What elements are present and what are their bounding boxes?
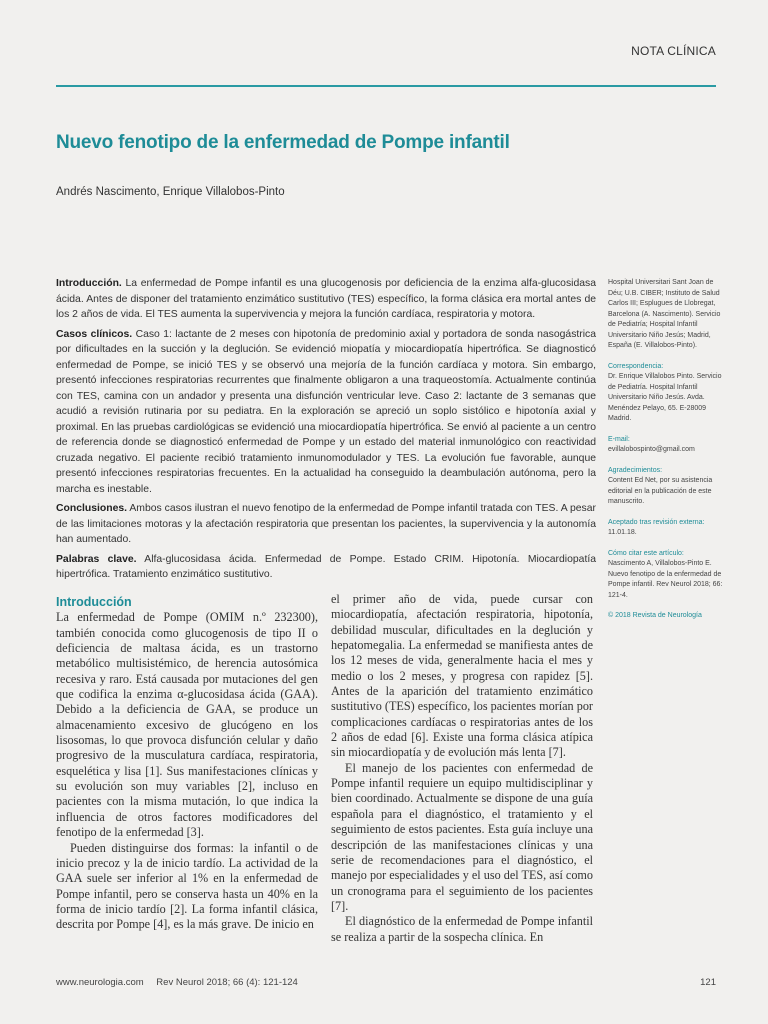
introduction-heading: Introducción xyxy=(56,595,132,609)
abstract-keywords-text: Alfa-glucosidasa ácida. Enfermedad de Pompe. Estado CRIM. Hipotonía. Miocardiopatía hipertrófica. Tratamiento enzimático sustitutivo. xyxy=(56,553,596,580)
email-link[interactable]: evillalobospinto@gmail.com xyxy=(608,446,695,453)
abstract-cases-text: Caso 1: lactante de 2 meses con hipotonía de predominio axial y portadora de sonda nasogástrica por dificultades en la succión y la deglución. Se evidenció miopatía y miocardiopatía hipertrófica. Se diagnosticó enfermedad de Pompe, se inició TES y se observó una mejoría de la función cardíaca y motora. Sin embargo, presentó infecciones respiratorias recurrentes que finalmente obligaron a una traqueostomía. Actualmente continúa con TES, camina con un andador y presenta una disfunción ventricular leve. Caso 2: lactante de 3 semanas que acudió a revisión rutinaria por su pediatra. En la exploración se apreció un soplo sistólico e hipotonía axial y proximal. En las pruebas cardiológicas se evidenció una miocardiopatía hipertrófica. Se envió al paciente a un centro de referencia donde se diagnosticó enfermedad de Pompe y un estado del material inmunológico con reactividad cruzada negativo. El paciente recibió tratamiento inmunomodulador y TES. La evolución fue favorable, aunque presentó infecciones respiratorias frecuentes. En la actualidad ha conseguido la deambulación autónoma, pero la marcha es inestable. xyxy=(56,328,597,495)
article-title: Nuevo fenotipo de la enfermedad de Pompe infantil xyxy=(56,132,510,153)
body-paragraph: Pueden distinguirse dos formas: la infantil o de inicio precoz y la de inicio tardío. La actividad de la GAA suele ser inferior al 1% en la enfermedad de Pompe infantil, pero se conserva hasta un 40% en la forma de inicio tardío [2]. La forma infantil clásica, descrita por Pompe [4], es la más grave. De inicio en xyxy=(56,840,318,932)
correspondence-text: Dr. Enrique Villalobos Pinto. Servicio de Pediatría. Hospital Infantil Universitario Niño Jesús. Avda. Menéndez Pelayo, 65. E-28009 Madrid. xyxy=(608,373,722,422)
body-paragraph: El diagnóstico de la enfermedad de Pompe infantil se realiza a partir de la sospecha clínica. En xyxy=(331,914,593,944)
abstract-cases xyxy=(56,327,596,498)
abstract-intro-text: La enfermedad de Pompe infantil es una glucogenosis por deficiencia de la enzima alfa-glucosidasa ácida. Antes de disponer del tratamiento enzimático sustitutivo (TES) específico, la forma clásica era mortal antes de los 2 años de vida. El TES aumenta la supervivencia y mejora la función cardíaca, respiratoria y motora. xyxy=(56,278,596,320)
body-column-2 xyxy=(331,592,593,945)
accepted xyxy=(608,518,724,539)
abstract-conclusions-label: Conclusiones. xyxy=(56,503,128,514)
page-footer xyxy=(56,977,298,988)
accepted-label: Aceptado tras revisión externa: xyxy=(608,518,705,526)
page-number: 121 xyxy=(700,977,716,988)
abstract-conclusions-text: Ambos casos ilustran el nuevo fenotipo de la enfermedad de Pompe infantil tratada con TES. A pesar de las limitaciones motoras y la afectación respiratoria que presentan los pacientes, la supervivencia y la autonomía han aumentado. xyxy=(56,503,596,545)
abstract-keywords-label: Palabras clave. xyxy=(56,553,137,565)
acknowledgements-label: Agradecimientos: xyxy=(608,466,663,474)
copyright-text: © 2018 Revista de Neurología xyxy=(608,612,702,619)
section-label: NOTA CLÍNICA xyxy=(631,44,716,58)
abstract-keywords xyxy=(56,552,596,583)
article-sidebar xyxy=(608,278,724,632)
body-paragraph: el primer año de vida, puede cursar con miocardiopatía, afectación respiratoria, hipotonía, debilidad muscular, dificultades en la deglución y hepatomegalia. La enfermedad se manifiesta antes de los 12 meses de vida, generalmente hacia el mes y medio o los 2 meses, y progresa con rapidez [5]. Antes de la aparición del tratamiento enzimático sustitutivo (TES) específico, los pacientes morían por complicaciones cardíacas o respiratorias antes de los 2 años de edad [6]. Existe una forma clásica atípica sin miocardiopatía y de evolución más lenta [7]. xyxy=(331,592,593,760)
body-paragraph: El manejo de los pacientes con enfermedad de Pompe infantil requiere un equipo multidisciplinar y bien coordinado. Actualmente se dispone de una guía española para el diagnóstico, el tratamiento y el seguimiento de estos pacientes. Esta guía incluye una descripción de las manifestaciones clínicas y una serie de recomendaciones para el diagnóstico, el manejo por especialidades y el uso del TES, así como un cronograma para el seguimiento de los pacientes [7]. xyxy=(331,760,593,913)
journal-citation: Rev Neurol 2018; 66 (4): 121-124 xyxy=(156,977,298,988)
body-paragraph: La enfermedad de Pompe (OMIM n.º 232300), también conocida como glucogenosis de tipo II o deficiencia de maltasa ácida, es un trastorno metabólico multisistémico, de herencia autosómica recesiva y raro. Está causada por mutaciones del gen que codifica la enzima α-glucosidasa ácida (GAA). Debido a la deficiencia de GAA, se produce un almacenamiento excesivo de glucógeno en los lisosomas, lo que provoca disfunción celular y daño progresivo de la musculatura cardíaca, respiratoria, esquelética y lisa [1]. Sus manifestaciones clínicas y su evolución son muy variables [2], incluso en pacientes con la misma mutación, lo que indica la influencia de otros factores modificadores del fenotipo de la enfermedad [3]. xyxy=(56,610,318,840)
journal-website-link[interactable]: www.neurologia.com xyxy=(56,977,144,988)
body-column-1 xyxy=(56,595,318,933)
how-to-cite-text: Nascimento A, Villalobos-Pinto E. Nuevo fenotipo de la enfermedad de Pompe infantil. Rev Neurol 2018; 66: 121-4. xyxy=(608,560,723,599)
abstract-intro-label: Introducción. xyxy=(56,278,122,289)
abstract-cases-label: Casos clínicos. xyxy=(56,328,133,340)
abstract xyxy=(56,276,596,587)
accepted-date: 11.01.18. xyxy=(608,529,637,536)
how-to-cite-label: Cómo citar este artículo: xyxy=(608,549,684,557)
abstract-introduction xyxy=(56,276,596,323)
email-label: E-mail: xyxy=(608,435,630,443)
abstract-conclusions xyxy=(56,501,596,548)
how-to-cite xyxy=(608,549,724,602)
header-rule xyxy=(56,85,716,87)
copyright xyxy=(608,611,724,622)
email-block xyxy=(608,435,724,456)
correspondence xyxy=(608,362,724,425)
correspondence-label: Correspondencia: xyxy=(608,362,664,370)
affiliation: Hospital Universitari Sant Joan de Déu; U.B. CIBER; Instituto de Salud Carlos III; Esplugues de Llobregat, Barcelona (A. Nascimento). Servicio de Pediatría; Hospital Infantil Universitario Niño Jesús; Madrid, España (E. Villalobos-Pinto). xyxy=(608,279,721,349)
article-authors: Andrés Nascimento, Enrique Villalobos-Pinto xyxy=(56,186,285,198)
acknowledgements-text: Content Ed Net, por su asistencia editorial en la publicación de este manuscrito. xyxy=(608,477,713,505)
acknowledgements xyxy=(608,466,724,508)
